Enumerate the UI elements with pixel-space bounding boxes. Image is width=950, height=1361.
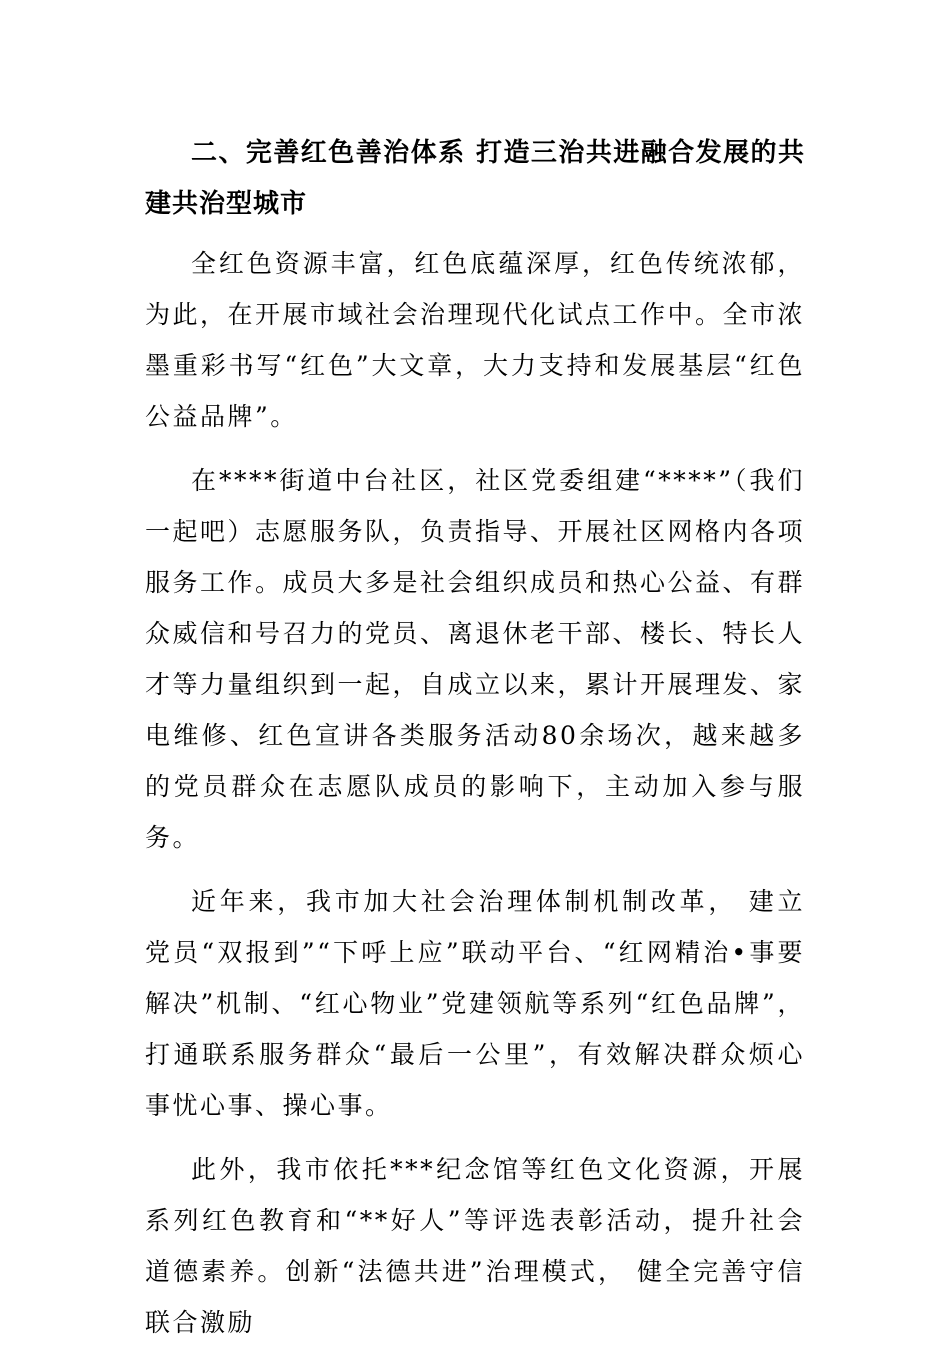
document-body: [145, 128, 805, 1361]
body-paragraph-3: 近年来，我市加大社会治理体制机制改革， 建立党员“双报到”“下呼上应”联动平台、“红网精治•事要解决”机制、“红心物业”党建领航等系列“红色品牌”，打通联系服务群众“最后一公里”，有效解决群众烦心事忧心事、操心事。: [145, 887, 805, 1120]
body-paragraph-1: 全红色资源丰富，红色底蕴深厚，红色传统浓郁，为此，在开展市域社会治理现代化试点工作中。全市浓墨重彩书写“红色”大文章，大力支持和发展基层“红色公益品牌”。: [145, 249, 806, 431]
section-heading: 二、完善红色善治体系 打造三治共进融合发展的共建共治型城市: [145, 138, 805, 219]
body-paragraph-4: 此外，我市依托***纪念馆等红色文化资源，开展系列红色教育和“**好人”等评选表彰活动，提升社会道德素养。创新“法德共进”治理模式， 健全完善守信联合激励: [145, 1155, 805, 1337]
body-paragraph-2: 在****街道中台社区，社区党委组建“****”（我们一起吧）志愿服务队，负责指导、开展社区网格内各项服务工作。成员大多是社会组织成员和热心公益、有群众威信和号召力的党员、离退休老干部、楼长、特长人才等力量组织到一起，自成立以来，累计开展理发、家电维修、红色宣讲各类服务活动80余场次，越来越多的党员群众在志愿队成员的影响下，主动加入参与服务。: [145, 466, 806, 852]
